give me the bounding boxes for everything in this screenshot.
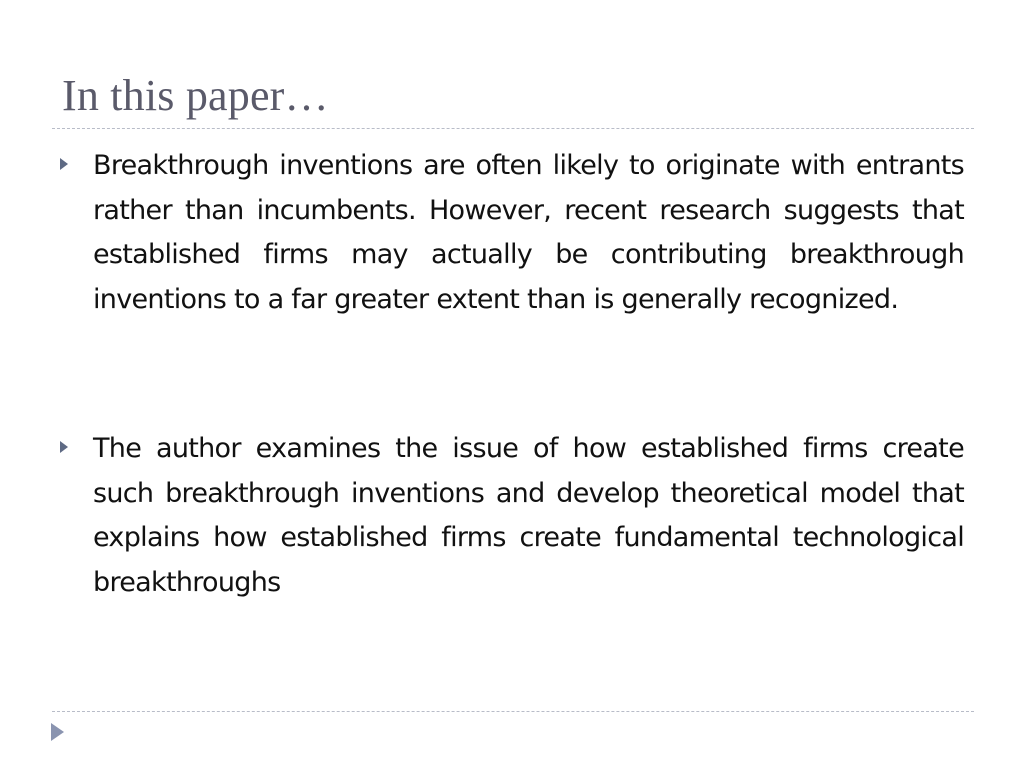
next-slide-arrow-icon[interactable] bbox=[51, 723, 64, 741]
triangle-bullet-icon bbox=[60, 441, 68, 453]
footer-divider bbox=[52, 711, 974, 712]
bullet-text: Breakthrough inventions are often likely to originate with entrants rather than incumbents. However, recent research suggests that established firms may actually be contributing breakthrough inventions to a far greater extent than is generally recognized. bbox=[93, 150, 964, 315]
bullet-text: The author examines the issue of how established firms create such breakthrough inventions and develop theoretical model that explains how established firms create fundamental technological breakthroughs bbox=[93, 433, 964, 598]
bullet-item bbox=[60, 427, 964, 605]
title-divider bbox=[52, 128, 974, 129]
bullet-item bbox=[60, 144, 964, 322]
triangle-bullet-icon bbox=[60, 158, 68, 170]
slide-title: In this paper… bbox=[62, 71, 329, 120]
